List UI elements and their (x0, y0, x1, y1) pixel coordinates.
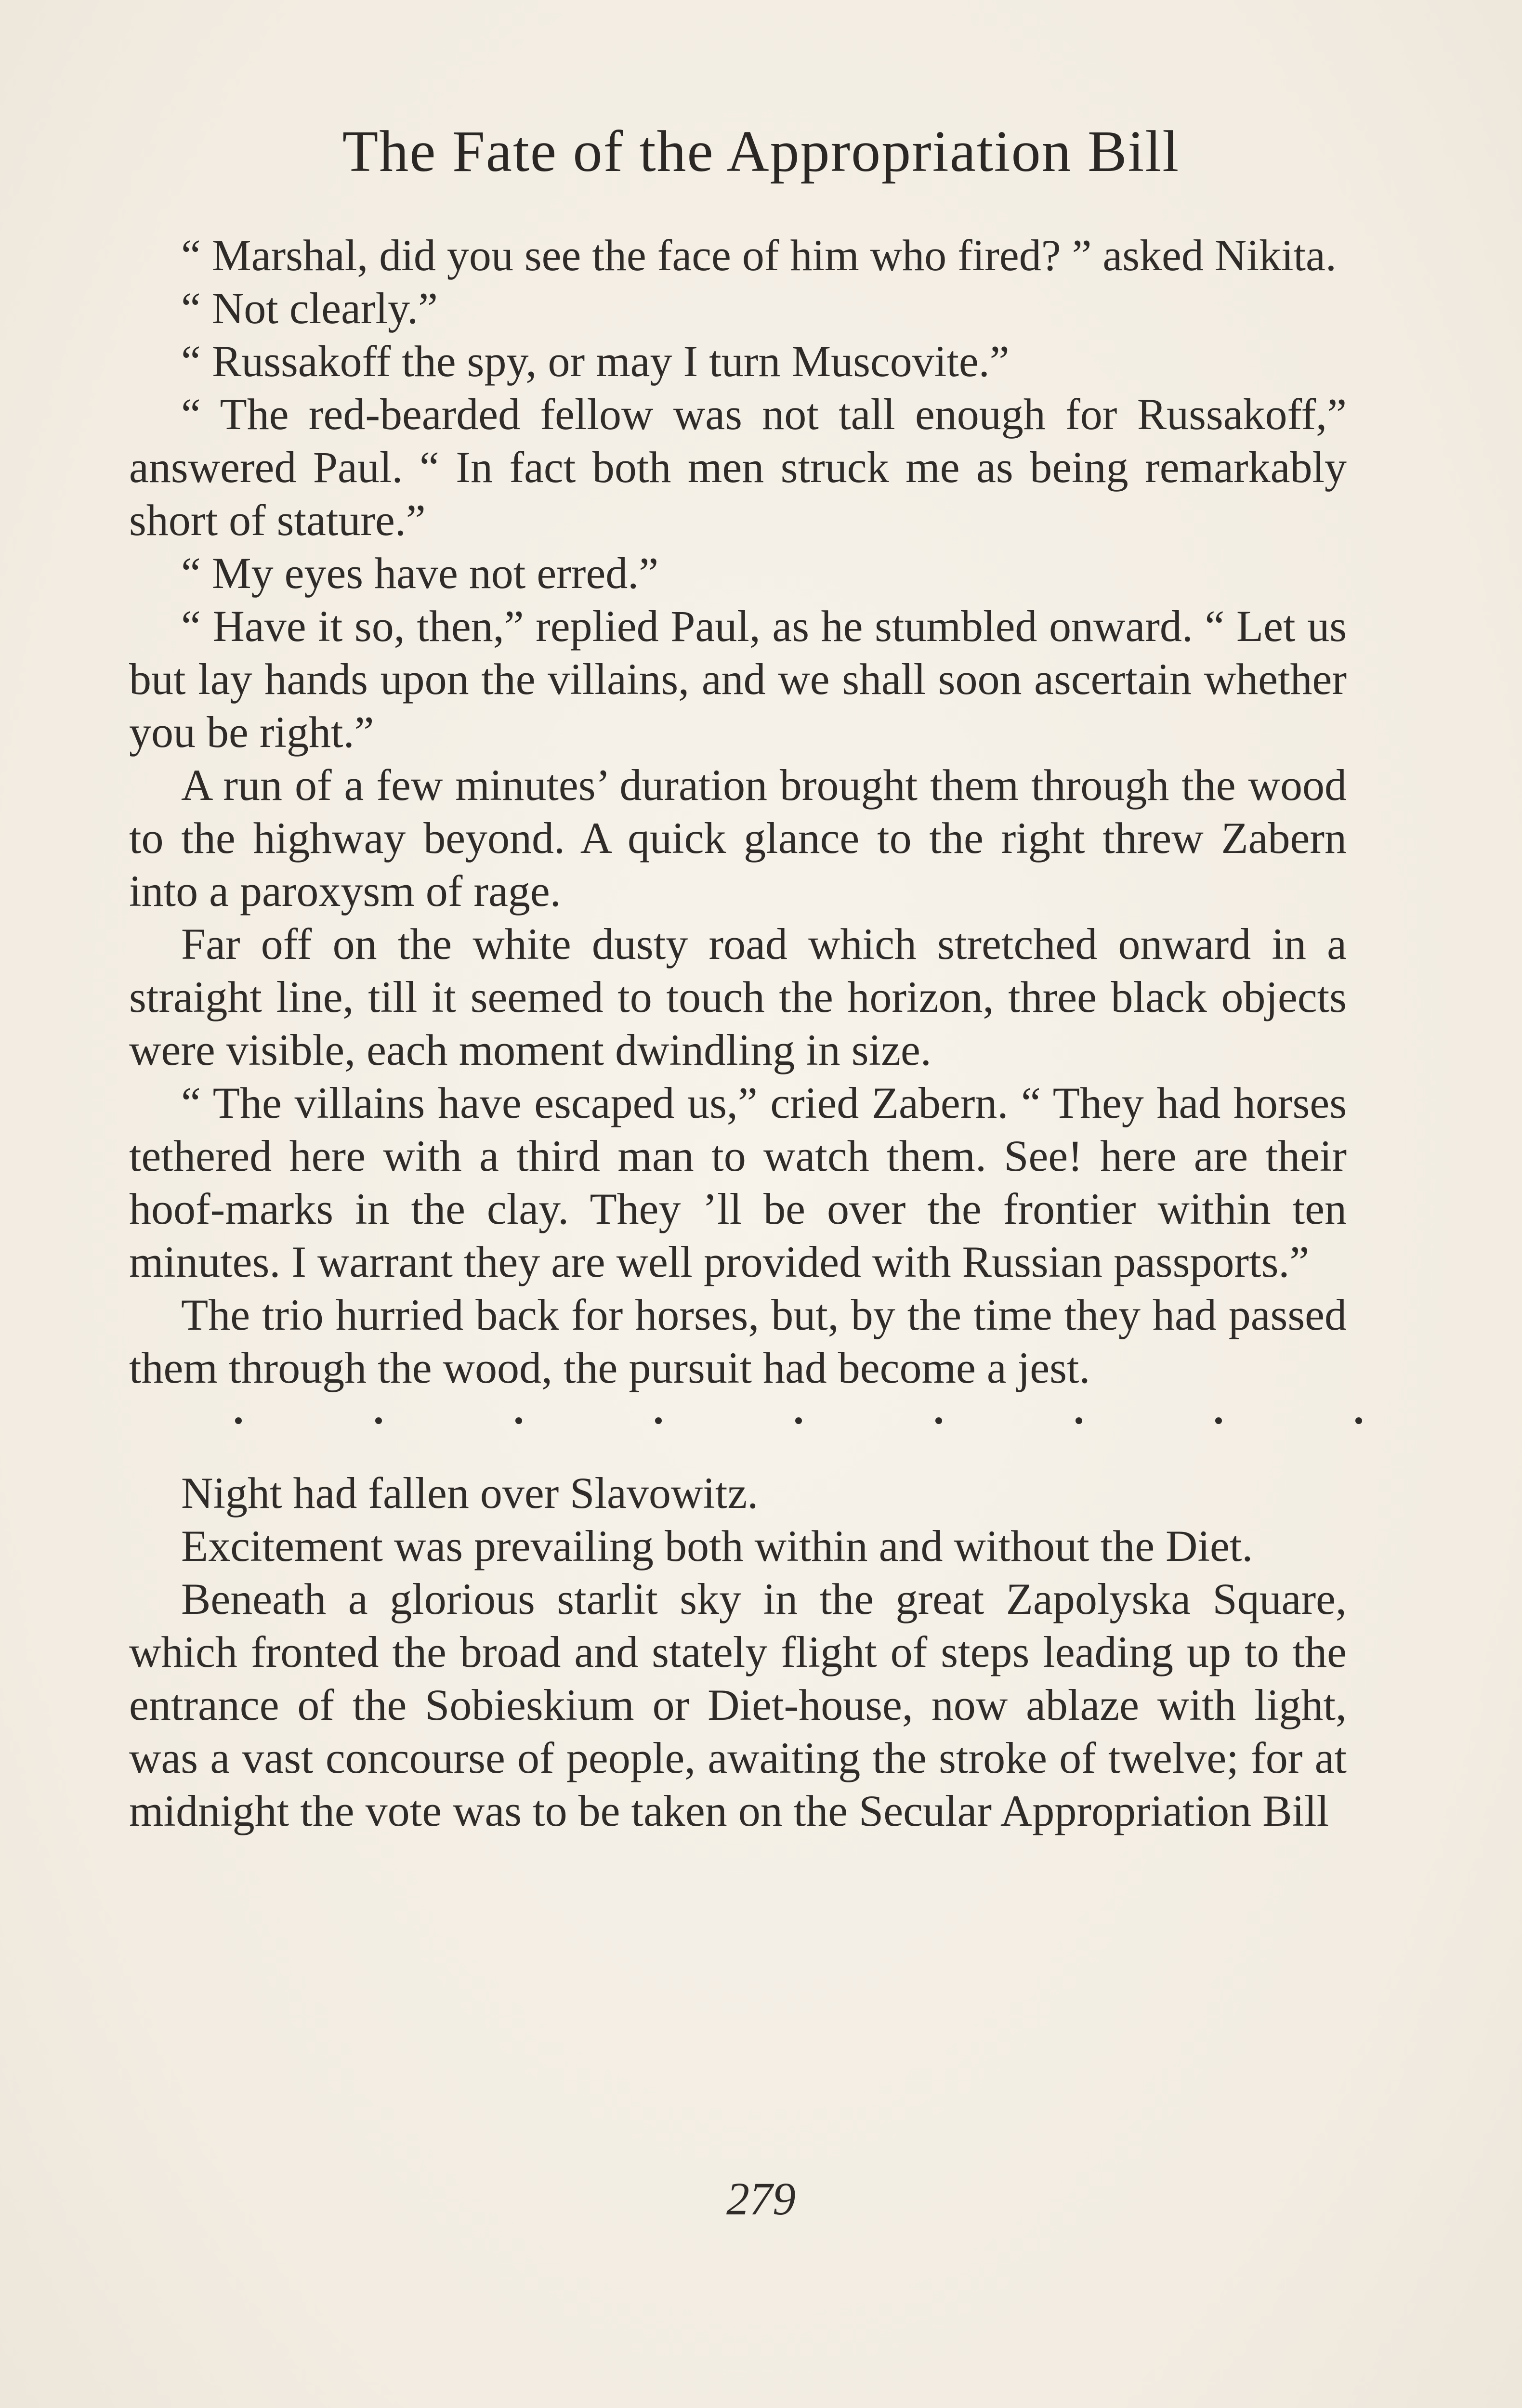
paragraph: Beneath a glorious starlit sky in the great Zapolyska Square, which fronted the broad and stately flight of steps leading up to the entrance of the Sobieskium or Diet-house, now ablaze with light, was a vast concourse of people, awaiting the stroke of twelve; for at midnight the vote was to be taken on the Secular Appropriation Bill (129, 1574, 1347, 1835)
break-dot (1215, 1417, 1222, 1424)
body-text (129, 229, 1347, 1837)
paragraph: “ Marshal, did you see the face of him who fired? ” asked Nikita. (181, 231, 1337, 280)
paragraph: “ Russakoff the spy, or may I turn Muscovite.” (181, 337, 1010, 386)
break-dot (375, 1417, 382, 1424)
paragraph: “ Have it so, then,” replied Paul, as he stumbled onward. “ Let us but lay hands upon the villains, and we shall soon ascertain whether you be right.” (129, 602, 1347, 757)
break-dot (1076, 1417, 1082, 1424)
break-dot (235, 1417, 242, 1424)
break-dot (935, 1417, 942, 1424)
paragraph: “ The red-bearded fellow was not tall enough for Russakoff,” answered Paul. “ In fact both men struck me as being remarkably short of stature.” (129, 390, 1347, 545)
paragraph: Night had fallen over Slavowitz. (181, 1468, 759, 1518)
paragraph: Far off on the white dusty road which stretched onward in a straight line, till it seemed to touch the horizon, three black objects were visible, each moment dwindling in size. (129, 919, 1347, 1074)
spacer (129, 1447, 1347, 1466)
paragraph: “ The villains have escaped us,” cried Zabern. “ They had horses tethered here with a third man to watch them. See! here are their hoof-marks in the clay. They ’ll be over the frontier within ten minutes. I warrant they are well provided with Russian passports.” (129, 1078, 1347, 1286)
paragraph: Excitement was prevailing both within and without the Diet. (181, 1521, 1253, 1570)
paragraph: “ My eyes have not erred.” (181, 549, 659, 598)
break-dot (795, 1417, 802, 1424)
page-number: 279 (726, 2173, 796, 2225)
section-break-dots (129, 1394, 1362, 1447)
running-head: The Fate of the Appropriation Bill (342, 119, 1180, 184)
break-dot (1355, 1417, 1362, 1424)
paragraph: A run of a few minutes’ duration brought them through the wood to the highway beyond. A quick glance to the right threw Zabern into a paroxysm of rage. (129, 760, 1347, 916)
paragraph: The trio hurried back for horses, but, by the time they had passed them through the wood, the pursuit had become a jest. (129, 1290, 1347, 1392)
paragraph: “ Not clearly.” (181, 284, 438, 333)
break-dot (655, 1417, 662, 1424)
break-dot (515, 1417, 522, 1424)
